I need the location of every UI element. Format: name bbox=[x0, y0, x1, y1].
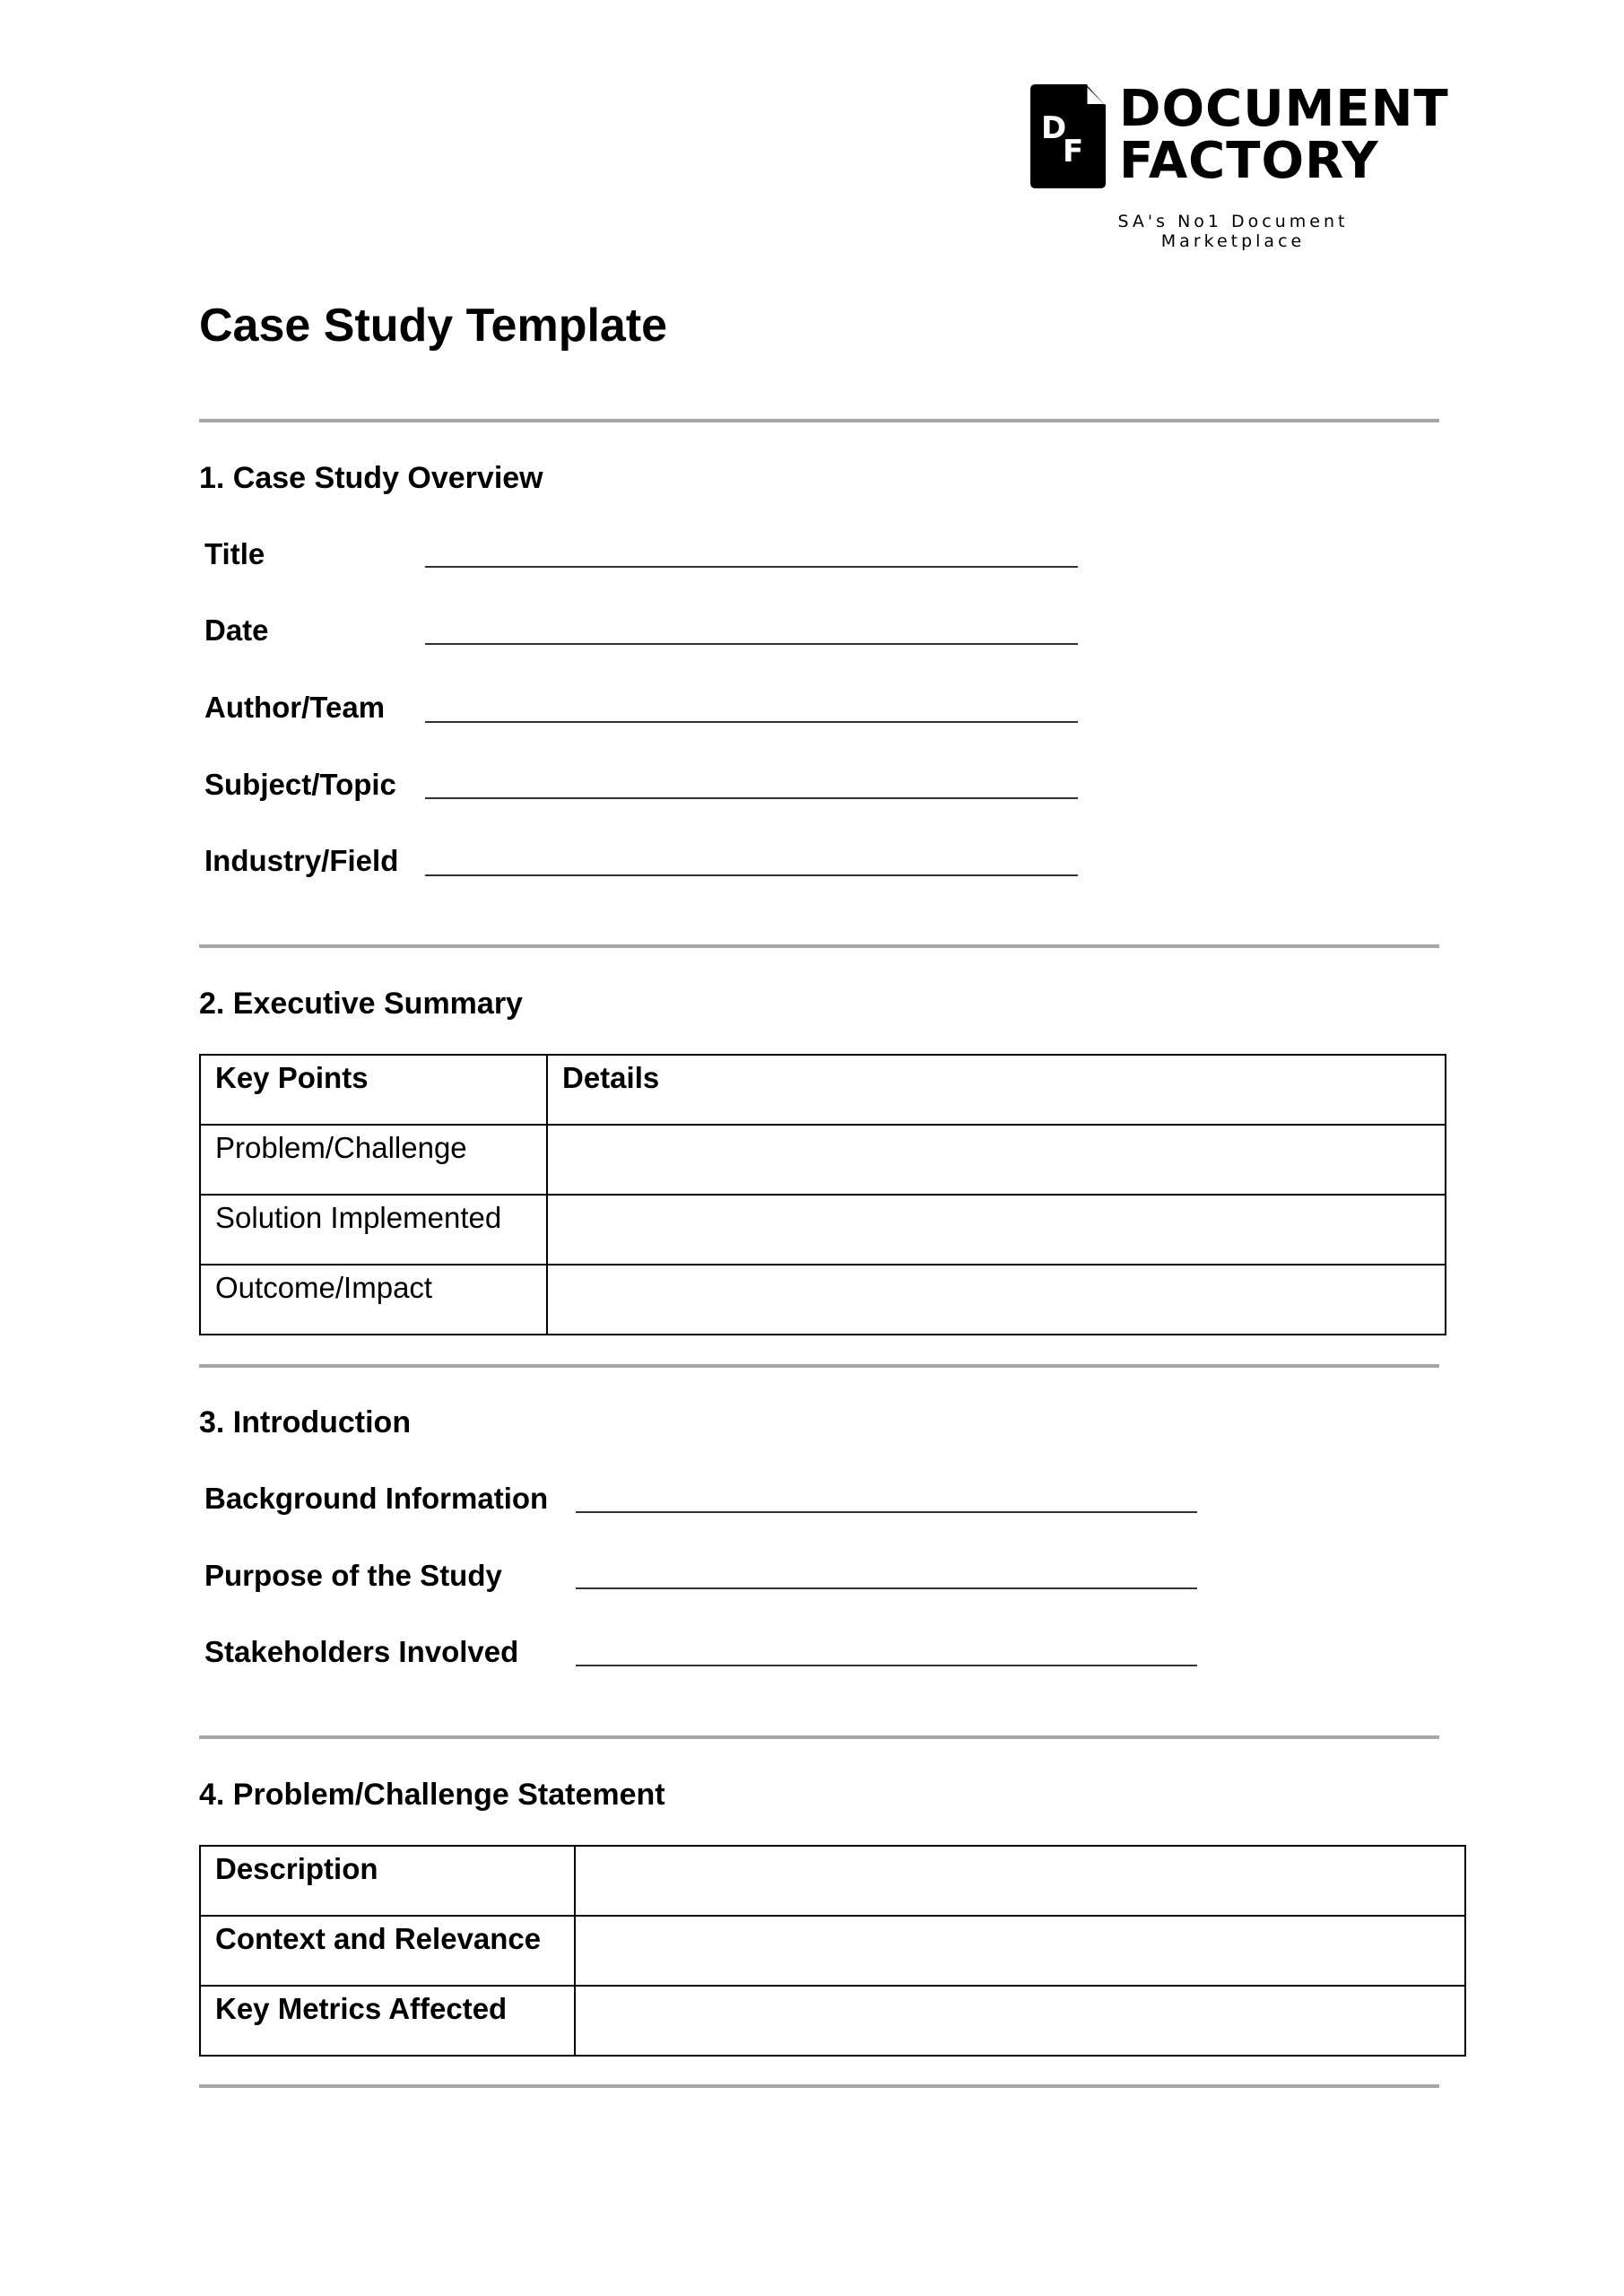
section-heading-executive-summary: 2. Executive Summary bbox=[199, 987, 523, 1021]
section-heading-introduction: 3. Introduction bbox=[199, 1405, 412, 1439]
field-label-background-information: Background Information bbox=[204, 1482, 549, 1515]
section-heading-overview: 1. Case Study Overview bbox=[199, 461, 543, 495]
date-input-line[interactable] bbox=[425, 643, 1078, 645]
divider bbox=[199, 1364, 1439, 1368]
logo-text-line2: FACTORY bbox=[1119, 132, 1379, 190]
table-row bbox=[200, 1986, 1465, 2056]
purpose-input-line[interactable] bbox=[576, 1587, 1197, 1589]
stakeholders-input-line[interactable] bbox=[576, 1665, 1197, 1666]
divider bbox=[199, 419, 1439, 422]
document-logo-icon bbox=[1030, 84, 1106, 188]
row-label-key-metrics-affected: Key Metrics Affected bbox=[200, 1986, 575, 2056]
field-label-stakeholders-involved: Stakeholders Involved bbox=[204, 1635, 519, 1668]
subject-topic-input-line[interactable] bbox=[425, 797, 1078, 799]
value-cell[interactable] bbox=[575, 1846, 1465, 1916]
field-label-subject-topic: Subject/Topic bbox=[204, 768, 396, 801]
page-title: Case Study Template bbox=[199, 300, 668, 352]
problem-statement-table bbox=[199, 1845, 1466, 2057]
table-row bbox=[200, 1125, 1446, 1195]
table-header-row bbox=[200, 1055, 1446, 1125]
table-row bbox=[200, 1846, 1465, 1916]
divider bbox=[199, 1735, 1439, 1739]
logo-tagline: SA's No1 Document Marketplace bbox=[1117, 212, 1349, 251]
svg-text:D: D bbox=[1041, 110, 1067, 146]
table-row bbox=[200, 1916, 1465, 1986]
title-input-line[interactable] bbox=[425, 566, 1078, 568]
field-label-title: Title bbox=[204, 537, 265, 570]
field-label-industry-field: Industry/Field bbox=[204, 844, 399, 877]
key-point-cell: Outcome/Impact bbox=[200, 1265, 547, 1335]
table-row bbox=[200, 1265, 1446, 1335]
author-team-input-line[interactable] bbox=[425, 721, 1078, 723]
executive-summary-table bbox=[199, 1054, 1446, 1335]
divider bbox=[199, 944, 1439, 948]
column-header-details: Details bbox=[547, 1055, 1446, 1125]
divider bbox=[199, 2084, 1439, 2088]
field-label-purpose-of-the-study: Purpose of the Study bbox=[204, 1559, 502, 1592]
section-heading-problem-statement: 4. Problem/Challenge Statement bbox=[199, 1778, 665, 1812]
field-label-author-team: Author/Team bbox=[204, 691, 386, 724]
details-cell[interactable] bbox=[547, 1125, 1446, 1195]
background-information-input-line[interactable] bbox=[576, 1511, 1197, 1513]
logo-text-line1: DOCUMENT bbox=[1119, 80, 1449, 138]
column-header-key-points: Key Points bbox=[200, 1055, 547, 1125]
value-cell[interactable] bbox=[575, 1986, 1465, 2056]
industry-field-input-line[interactable] bbox=[425, 874, 1078, 876]
value-cell[interactable] bbox=[575, 1916, 1465, 1986]
details-cell[interactable] bbox=[547, 1195, 1446, 1265]
table-row bbox=[200, 1195, 1446, 1265]
key-point-cell: Problem/Challenge bbox=[200, 1125, 547, 1195]
field-label-date: Date bbox=[204, 613, 269, 647]
key-point-cell: Solution Implemented bbox=[200, 1195, 547, 1265]
details-cell[interactable] bbox=[547, 1265, 1446, 1335]
row-label-description: Description bbox=[200, 1846, 575, 1916]
row-label-context-and-relevance: Context and Relevance bbox=[200, 1916, 575, 1986]
svg-text:F: F bbox=[1063, 134, 1084, 170]
